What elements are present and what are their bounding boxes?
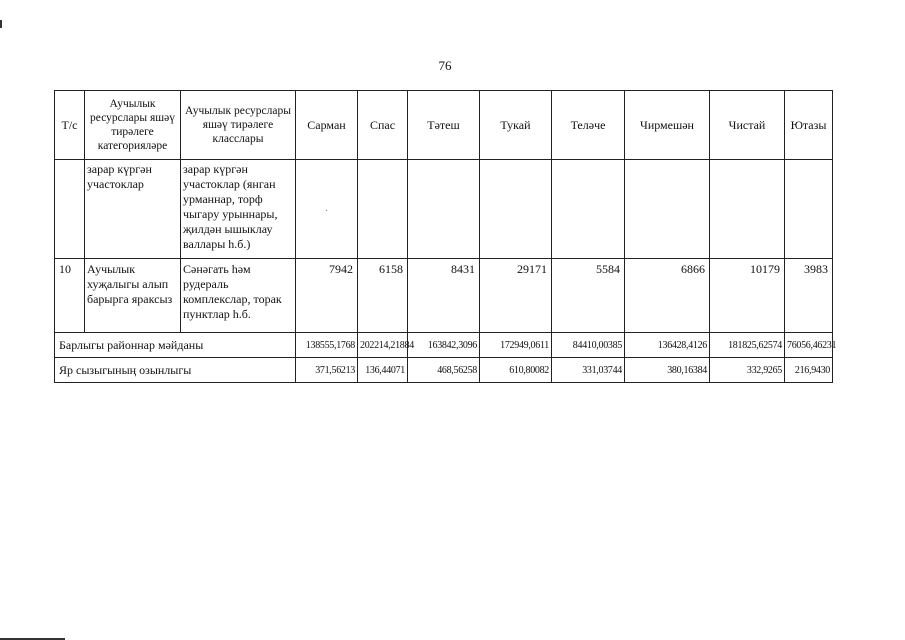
- table-cell: 371,56213: [296, 358, 358, 383]
- page-number: 76: [438, 58, 452, 73]
- table-cell: 10179: [710, 259, 785, 333]
- table-cell: [480, 160, 552, 259]
- resources-table: [54, 90, 837, 383]
- col-header-spas: Спас: [358, 91, 408, 160]
- margin-mark: [0, 20, 2, 28]
- col-header-tetesh: Тәтеш: [408, 91, 480, 160]
- col-header-index: Т/с: [55, 91, 85, 160]
- row-index: 10: [55, 259, 85, 333]
- table-cell: 216,9430: [785, 358, 833, 383]
- table-cell: ·: [296, 160, 358, 259]
- table-cell: 6158: [358, 259, 408, 333]
- col-header-chistay: Чистай: [710, 91, 785, 160]
- boundary-length-row: [55, 358, 833, 383]
- table-cell: [710, 160, 785, 259]
- row-category: Аучылык хуҗалыгы алып барырга яраксыз: [85, 259, 181, 333]
- row-category: зарар күргән участоклар: [85, 160, 181, 259]
- table-cell: [408, 160, 480, 259]
- table-cell: 610,80082: [480, 358, 552, 383]
- table-cell: [785, 160, 833, 259]
- table-cell: 380,16384: [625, 358, 710, 383]
- col-header-teleche: Теләче: [552, 91, 625, 160]
- total-area-label: Барлыгы районнар мәйданы: [55, 333, 296, 358]
- table-cell: 7942: [296, 259, 358, 333]
- header-row: [55, 91, 833, 160]
- boundary-length-label: Яр сызыгының озынлыгы: [55, 358, 296, 383]
- table-cell: 138555,1768: [296, 333, 358, 358]
- col-header-sarman: Сарман: [296, 91, 358, 160]
- col-header-yutazy: Ютазы: [785, 91, 833, 160]
- table-cell: [358, 160, 408, 259]
- row-class: Сәнәгать hәм рудераль комплекслар, торак пунктлар h.б.: [181, 259, 296, 333]
- table-cell: 5584: [552, 259, 625, 333]
- row-class: зарар күргән участоклар (янган урманнар, торф чыгару урыннары, җилдән ышыклау валлары h.б.): [181, 160, 296, 259]
- table-cell: 84410,00385: [552, 333, 625, 358]
- total-area-row: [55, 333, 833, 358]
- table-cell: 3983: [785, 259, 833, 333]
- table-cell: 181825,62574: [710, 333, 785, 358]
- col-header-chirmeshen: Чирмешән: [625, 91, 710, 160]
- col-header-tukay: Тукай: [480, 91, 552, 160]
- table-cell: 332,9265: [710, 358, 785, 383]
- table-cell: [552, 160, 625, 259]
- table-cell: 468,56258: [408, 358, 480, 383]
- table-cell: 163842,3096: [408, 333, 480, 358]
- table-cell: 172949,0611: [480, 333, 552, 358]
- col-header-category: Аучылык ресурслары яшәү тирәлеге категорияләре: [85, 91, 181, 160]
- table-cell: 76056,46231: [785, 333, 833, 358]
- table-cell: 6866: [625, 259, 710, 333]
- table-row: [55, 160, 833, 259]
- table-cell: 331,03744: [552, 358, 625, 383]
- table-cell: 8431: [408, 259, 480, 333]
- table-cell: 136,44071: [358, 358, 408, 383]
- table-row: [55, 259, 833, 333]
- row-index: [55, 160, 85, 259]
- table-cell: [625, 160, 710, 259]
- col-header-class: Аучылык ресурслары яшәү тирәлеге класслары: [181, 91, 296, 160]
- table-cell: 202214,21884: [358, 333, 408, 358]
- table-cell: 29171: [480, 259, 552, 333]
- table-cell: 136428,4126: [625, 333, 710, 358]
